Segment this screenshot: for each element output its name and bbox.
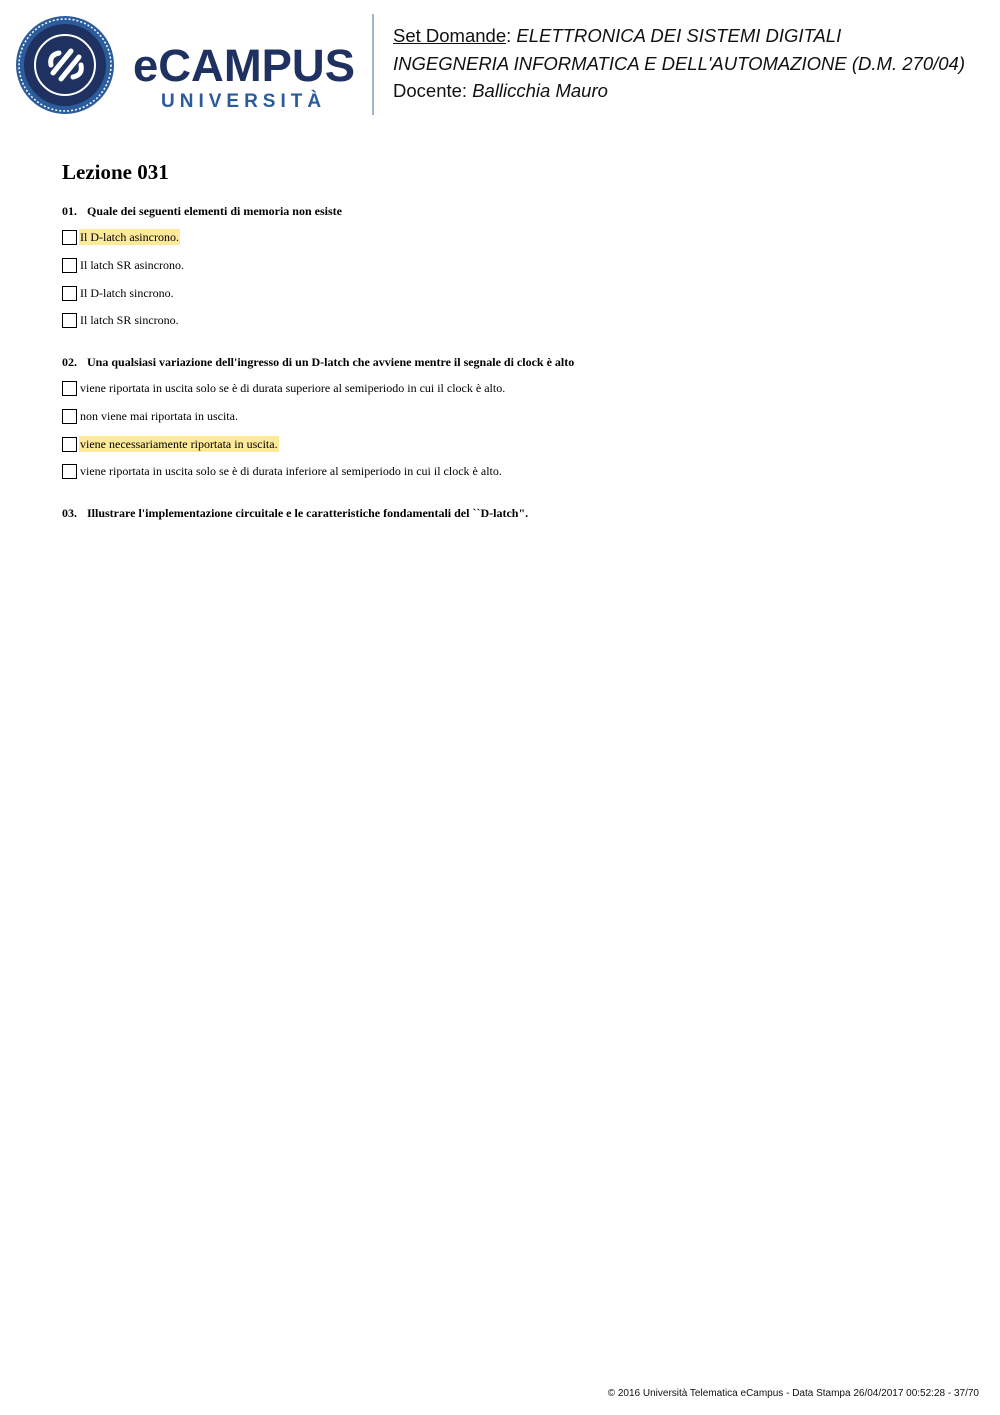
- option-text: Il D-latch sincrono.: [80, 286, 174, 300]
- option-1b[interactable]: [62, 257, 185, 273]
- course-line: [393, 22, 965, 50]
- checkbox[interactable]: [62, 437, 77, 452]
- checkbox[interactable]: [62, 258, 77, 273]
- option-1a[interactable]: [62, 229, 180, 245]
- course-name: ELETTRONICA DEI SISTEMI DIGITALI: [516, 25, 842, 46]
- teacher-label: Docente:: [393, 80, 468, 101]
- option-text: viene riportata in uscita solo se è di durata inferiore al semiperiodo in cui il clock è alto.: [80, 464, 502, 478]
- degree-name: INGEGNERIA INFORMATICA E DELL'AUTOMAZIONE (D.M. 270/04): [393, 52, 965, 74]
- header-divider: [372, 14, 374, 115]
- logo-subtitle: UNIVERSITÀ: [161, 91, 327, 112]
- option-2d[interactable]: [62, 463, 503, 479]
- set-label: Set Domande: [393, 25, 507, 46]
- option-text: Il D-latch asincrono.: [80, 230, 179, 244]
- checkbox[interactable]: [62, 313, 77, 328]
- option-2c[interactable]: [62, 436, 279, 452]
- option-text: Il latch SR asincrono.: [80, 258, 184, 272]
- teacher-line: [393, 77, 965, 105]
- page-footer: © 2016 Università Telematica eCampus - Data Stampa 26/04/2017 00:52:28 - 37/70: [607, 1388, 979, 1399]
- ecampus-logo: [15, 15, 360, 115]
- option-text: non viene mai riportata in uscita.: [80, 409, 238, 423]
- question-text: Una qualsiasi variazione dell'ingresso di un D-latch che avviene mentre il segnale di clock è alto: [87, 355, 575, 369]
- question-number: 01.: [62, 204, 77, 218]
- option-2a[interactable]: [62, 380, 506, 396]
- question-number: 02.: [62, 355, 77, 369]
- question-2: [62, 355, 574, 370]
- question-text: Illustrare l'implementazione circuitale e le caratteristiche fondamentali del ``D-latch".: [87, 506, 529, 520]
- question-1: [62, 204, 342, 219]
- set-separator: :: [506, 25, 512, 46]
- lesson-title: Lezione 031: [62, 160, 169, 184]
- course-header: [393, 22, 965, 105]
- checkbox[interactable]: [62, 230, 77, 245]
- question-text: Quale dei seguenti elementi di memoria non esiste: [87, 204, 342, 218]
- ecampus-seal-icon: [16, 16, 114, 114]
- logo-brand: eCAMPUS: [133, 40, 355, 91]
- option-2b[interactable]: [62, 408, 239, 424]
- degree-line: [393, 50, 965, 78]
- question-3: [62, 506, 528, 521]
- option-1d[interactable]: [62, 312, 180, 328]
- checkbox[interactable]: [62, 464, 77, 479]
- option-text: viene necessariamente riportata in uscita.: [80, 437, 278, 451]
- checkbox[interactable]: [62, 409, 77, 424]
- question-number: 03.: [62, 506, 77, 520]
- teacher-name: Ballicchia Mauro: [472, 80, 608, 101]
- checkbox[interactable]: [62, 286, 77, 301]
- option-1c[interactable]: [62, 285, 175, 301]
- option-text: Il latch SR sincrono.: [80, 313, 179, 327]
- checkbox[interactable]: [62, 381, 77, 396]
- option-text: viene riportata in uscita solo se è di durata superiore al semiperiodo in cui il clock è alto.: [80, 381, 506, 395]
